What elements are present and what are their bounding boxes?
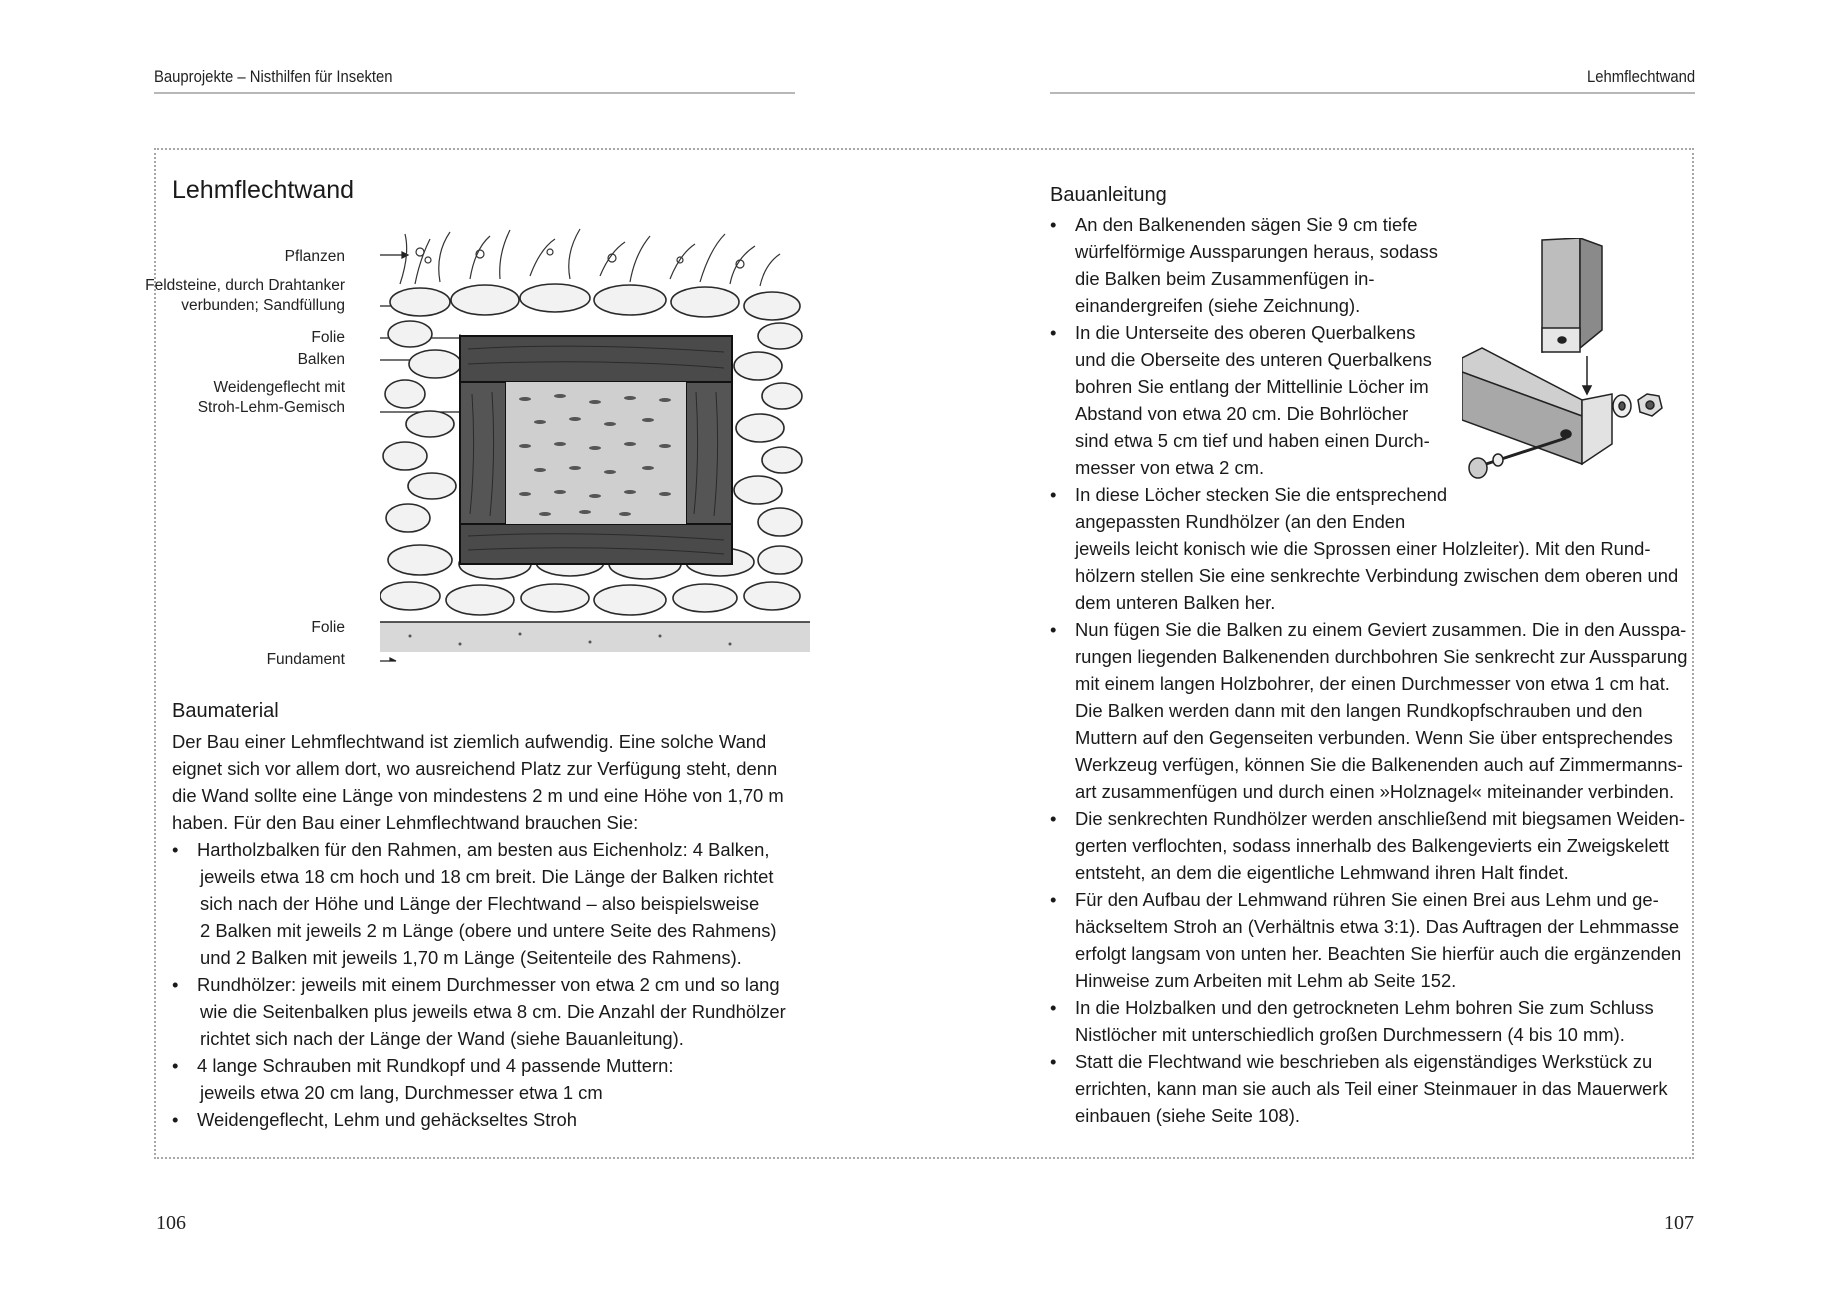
- material-list: [172, 836, 786, 1133]
- instruction-item: • In die Holzbalken und den getrockneten Lehm bohren Sie zum Schluss Nistlöcher mit unterschiedlich großen Durchmessern (4 bis 10 mm).: [1050, 997, 1654, 1045]
- instruction-item: • Statt die Flechtwand wie beschrieben als eigenständiges Werkstück zu errichten, kann man sie auch als Teil einer Steinmauer in das Mauerwerk einbauen (siehe Seite 108).: [1050, 1051, 1668, 1126]
- figure-label-beam: [298, 350, 345, 370]
- instruction-item: • In diese Löcher stecken Sie die entsprechend angepassten Rundhölzer (an den Enden jeweils leicht konisch wie die Sprossen einer Holzleiter). Mit den Rund- hölzern stellen Sie eine senkrechte Verbindung zwischen dem oberen und dem unteren Balken her.: [1050, 484, 1679, 613]
- foundation-drawing: [380, 622, 810, 652]
- intro-line: Der Bau einer Lehmflechtwand ist ziemlich aufwendig. Eine solche Wand: [172, 731, 767, 752]
- page-number-left: 106: [156, 1212, 186, 1234]
- material-item: • Rundhölzer: jeweils mit einem Durchmesser von etwa 2 cm und so lang wie die Seitenbalken plus jeweils etwa 8 cm. Die Anzahl der Rundhölzer richtet sich nach der Länge der Wand (siehe Bauanleitung).: [172, 974, 786, 1049]
- instruction-list: [1050, 211, 1688, 1129]
- wattle-infill-drawing: [506, 382, 686, 524]
- plants-drawing: [400, 229, 780, 286]
- figure-label-foundation: [267, 650, 345, 670]
- material-item: • 4 lange Schrauben mit Rundkopf und 4 passende Muttern: jeweils etwa 20 cm lang, Durchmesser etwa 1 cm: [172, 1055, 674, 1103]
- material-item: • Hartholzbalken für den Rahmen, am besten aus Eichenholz: 4 Balken, jeweils etwa 18 cm hoch und 18 cm breit. Die Länge der Balken richtet sich nach der Höhe und Länge der Flechtwand – also beispielsweise 2 Balken mit jeweils 2 m Länge (obere und untere Seite des Rahmens) und 2 Balken mit jeweils 1,70 m Länge (Seitenteile des Rahmens).: [172, 839, 777, 968]
- label-line: Fundament: [266, 651, 345, 668]
- running-header-right: Lehmflechtwand: [1586, 68, 1695, 86]
- instruction-item: • An den Balkenenden sägen Sie 9 cm tiefe würfelförmige Aussparungen heraus, sodass die Balken beim Zusammenfügen in- einandergreifen (siehe Zeichnung).: [1050, 214, 1438, 316]
- instruction-item: • Die senkrechten Rundhölzer werden anschließend mit biegsamen Weiden- gerten verflochten, sodass innerhalb des Balkengevierts ein Zweigskelett entsteht, an dem die eigentliche Lehmwand ihren Halt findet.: [1050, 808, 1685, 883]
- instruction-item: • Für den Aufbau der Lehmwand rühren Sie einen Brei aus Lehm und ge- häckseltem Stroh an (Verhältnis etwa 3:1). Das Auftragen der Lehmmasse erfolgt langsam von unten her. Beachten Sie hierfür auch die ergänzenden Hinweise zum Arbeiten mit Lehm ab Seite 152.: [1050, 889, 1682, 991]
- baumaterial-heading: Baumaterial: [172, 700, 279, 722]
- figure-label-wattle: [198, 378, 345, 417]
- running-header-left: Bauprojekte – Nisthilfen für Insekten: [154, 68, 393, 86]
- page-number-right: 107: [1664, 1212, 1694, 1234]
- baumaterial-section: [172, 728, 786, 1133]
- page-title: Lehmflechtwand: [172, 176, 355, 204]
- header-rule-right: [1050, 92, 1695, 94]
- figure-label-foil-bottom: [311, 618, 345, 638]
- label-line: Stroh-Lehm-Gemisch: [197, 398, 345, 416]
- label-line: Folie: [311, 619, 345, 636]
- figure-label-fieldstones: [145, 276, 345, 315]
- label-line: verbunden; Sandfüllung: [181, 296, 345, 314]
- figure-label-foil-top: [311, 328, 345, 348]
- label-line: Balken: [297, 351, 345, 368]
- intro-line: haben. Für den Bau einer Lehmflechtwand brauchen Sie:: [172, 812, 639, 833]
- material-item: • Weidengeflecht, Lehm und gehäckseltes Stroh: [172, 1109, 577, 1130]
- instruction-item: • In die Unterseite des oberen Querbalkens und die Oberseite des unteren Querbalkens bohren Sie entlang der Mittellinie Löcher im Abstand von etwa 20 cm. Die Bohrlöcher sind etwa 5 cm tief und haben einen Durch- messer von etwa 2 cm.: [1050, 322, 1432, 478]
- instruction-item: • Nun fügen Sie die Balken zu einem Geviert zusammen. Die in den Ausspa- rungen liegenden Balkenenden durchbohren Sie senkrecht zur Aussparung mit einem langen Holzbohrer, der einen Durchmesser von etwa 1 cm hat. Die Balken werden dann mit den langen Rundkopfschrauben und den Muttern auf den Gegenseiten verbunden. Wenn Sie über entsprechendes Werkzeug verfügen, können Sie die Balkenenden auch auf Zimmermanns- art zusammenfügen und durch einen »Holznagel« miteinander verbinden.: [1050, 619, 1688, 802]
- intro-line: eignet sich vor allem dort, wo ausreichend Platz zur Verfügung steht, denn: [172, 758, 778, 779]
- figure-label-plants: [285, 247, 345, 267]
- intro-line: die Wand sollte eine Länge von mindestens 2 m und eine Höhe von 1,70 m: [172, 785, 784, 806]
- header-rule-left: [154, 92, 795, 94]
- label-line: Weidengeflecht mit: [213, 379, 345, 396]
- bauanleitung-section: [1050, 211, 1688, 1129]
- label-line: Folie: [311, 329, 345, 346]
- label-line: Feldsteine, durch Drahtanker: [145, 277, 345, 294]
- wattle-wall-illustration: [380, 224, 810, 679]
- bauanleitung-heading: Bauanleitung: [1050, 184, 1167, 206]
- label-line: Pflanzen: [284, 248, 345, 265]
